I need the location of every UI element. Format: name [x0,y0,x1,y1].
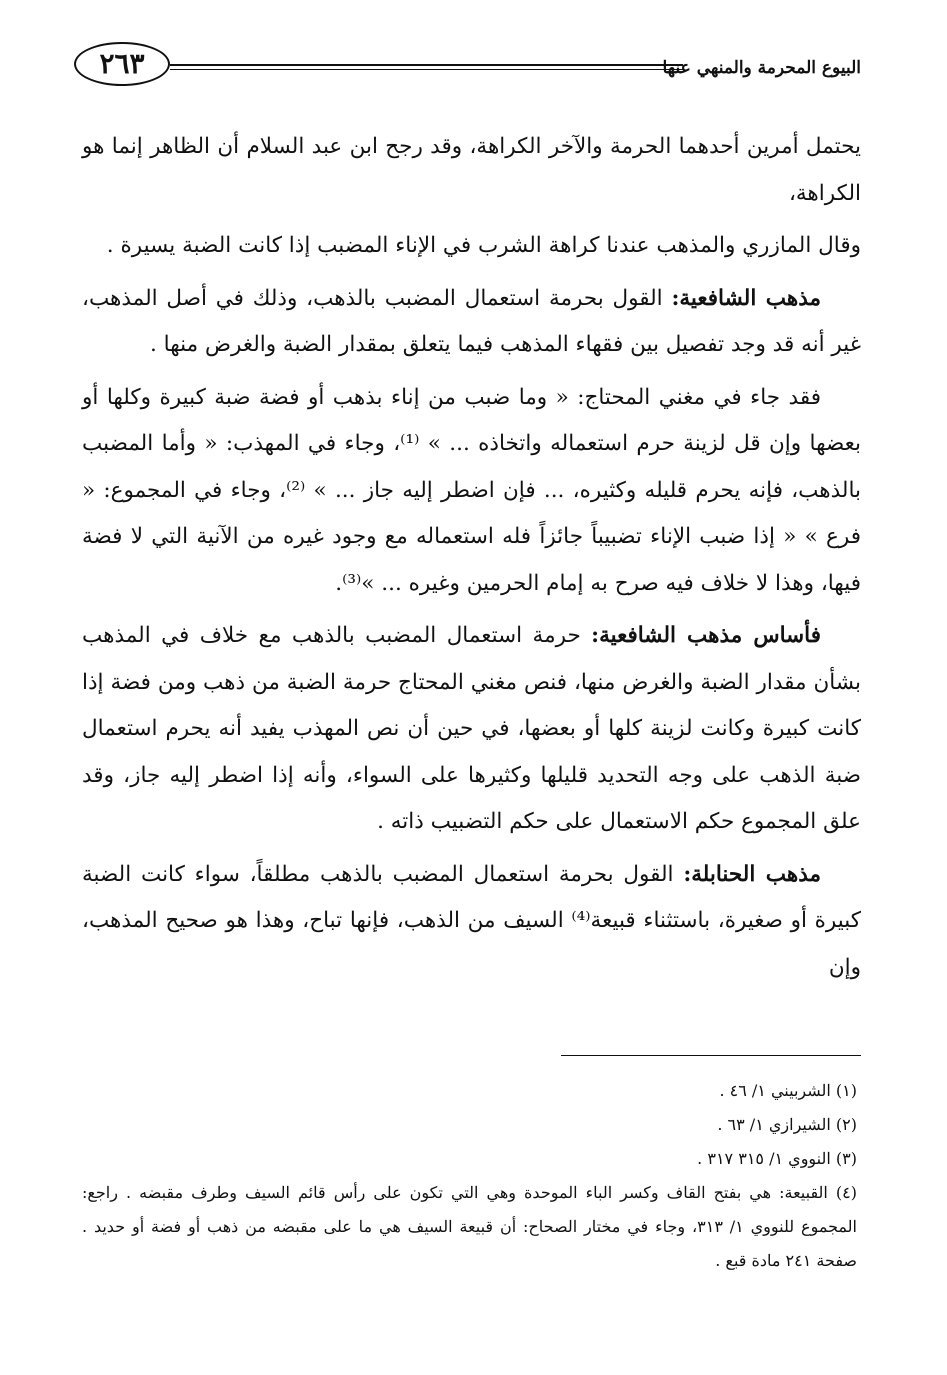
paragraph-label: مذهب الشافعية: [671,285,822,311]
page-header [74,38,861,88]
paragraph-1 [82,124,861,217]
footnote-separator [561,1055,861,1056]
paragraph-3 [82,276,861,369]
footnote-4: (٤) القبيعة: هي بفتح القاف وكسر الباء الموحدة وهي التي تكون على رأس قائم السيف وطرف مقبضه . راجع: المجموع للنووي ١/ ٣١٣، وجاء في مختار الصحاح: أن قبيعة السيف هي ما على مقبضه من ذهب أو فضة أو حديد . صفحة ٢٤١ مادة قبع . [82,1183,857,1270]
footnote-2: (٢) الشيرازي ١/ ٦٣ . [717,1115,857,1134]
footnote-3: (٣) النووي ١/ ٣١٥ ٣١٧ . [697,1149,857,1168]
running-title: البيوع المحرمة والمنهي عنها [662,58,861,78]
paragraph-text: يحتمل أمرين أحدهما الحرمة والآخر الكراهة، وقد رجح ابن عبد السلام أن الظاهر إنما هو الكراهة، [82,134,861,206]
main-text [82,124,861,997]
paragraph-4 [82,375,861,608]
paragraph-text: القول بحرمة استعمال المضبب بالذهب مطلقاً، سواء كانت الضبة كبيرة أو صغيرة، باستثناء قبيعة⁽⁴⁾ السيف من الذهب، فإنها تباح، وهذا هو صحيح المذهب، وإن [82,861,862,980]
paragraph-label: مذهب الحنابلة: [683,861,822,887]
paragraph-text: القول بحرمة استعمال المضبب بالذهب، وذلك في أصل المذهب، غير أنه قد وجد تفصيل بين فقهاء المذهب فيما يتعلق بمقدار الضبة والغرض منها . [82,285,861,357]
paragraph-text: وقال المازري والمذهب عندنا كراهة الشرب في الإناء المضبب إذا كانت الضبة يسيرة . [106,233,861,258]
paragraph-2 [82,223,861,270]
footnotes [82,1074,857,1278]
page-number: ٢٦٣ [74,42,170,86]
paragraph-5 [82,613,861,846]
footnote-1: (١) الشربيني ١/ ٤٦ . [719,1081,857,1100]
paragraph-label: فأساس مذهب الشافعية: [591,623,821,648]
paragraph-text: حرمة استعمال المضبب بالذهب مع خلاف في المذهب بشأن مقدار الضبة والغرض منها، فنص مغني المحتاج حرمة الضبة من ذهب ومن فضة إذا كانت كبيرة وكانت لزينة كلها أو بعضها، في حين أن نص المهذب يفيد أنه يحرم استعمال ضبة الذهب على وجه التحديد قليلها وكثيرها على السواء، وأنه إذا اضطر إليه جاز، وقد علق المجموع حكم الاستعمال على حكم التضبيب ذاته . [82,623,861,834]
paragraph-text: فقد جاء في مغني المحتاج: « وما ضبب من إناء بذهب أو فضة ضبة كبيرة وكلها أو بعضها وإن قل لزينة حرم استعماله واتخاذه ... » ⁽¹⁾، وجاء في المهذب: « وأما المضبب بالذهب، فإنه يحرم قليله وكثيره، ... فإن اضطر إليه جاز ... » ⁽²⁾، وجاء في المجموع: « فرع » « إذا ضبب الإناء تضبيباً جائزاً فله استعماله مع وجود غيره من الآنية التي لا فضة فيها، وهذا لا خلاف فيه صرح به إمام الحرمين وغيره ... »⁽³⁾. [82,384,861,596]
paragraph-6 [82,852,861,992]
header-rule [170,64,683,70]
